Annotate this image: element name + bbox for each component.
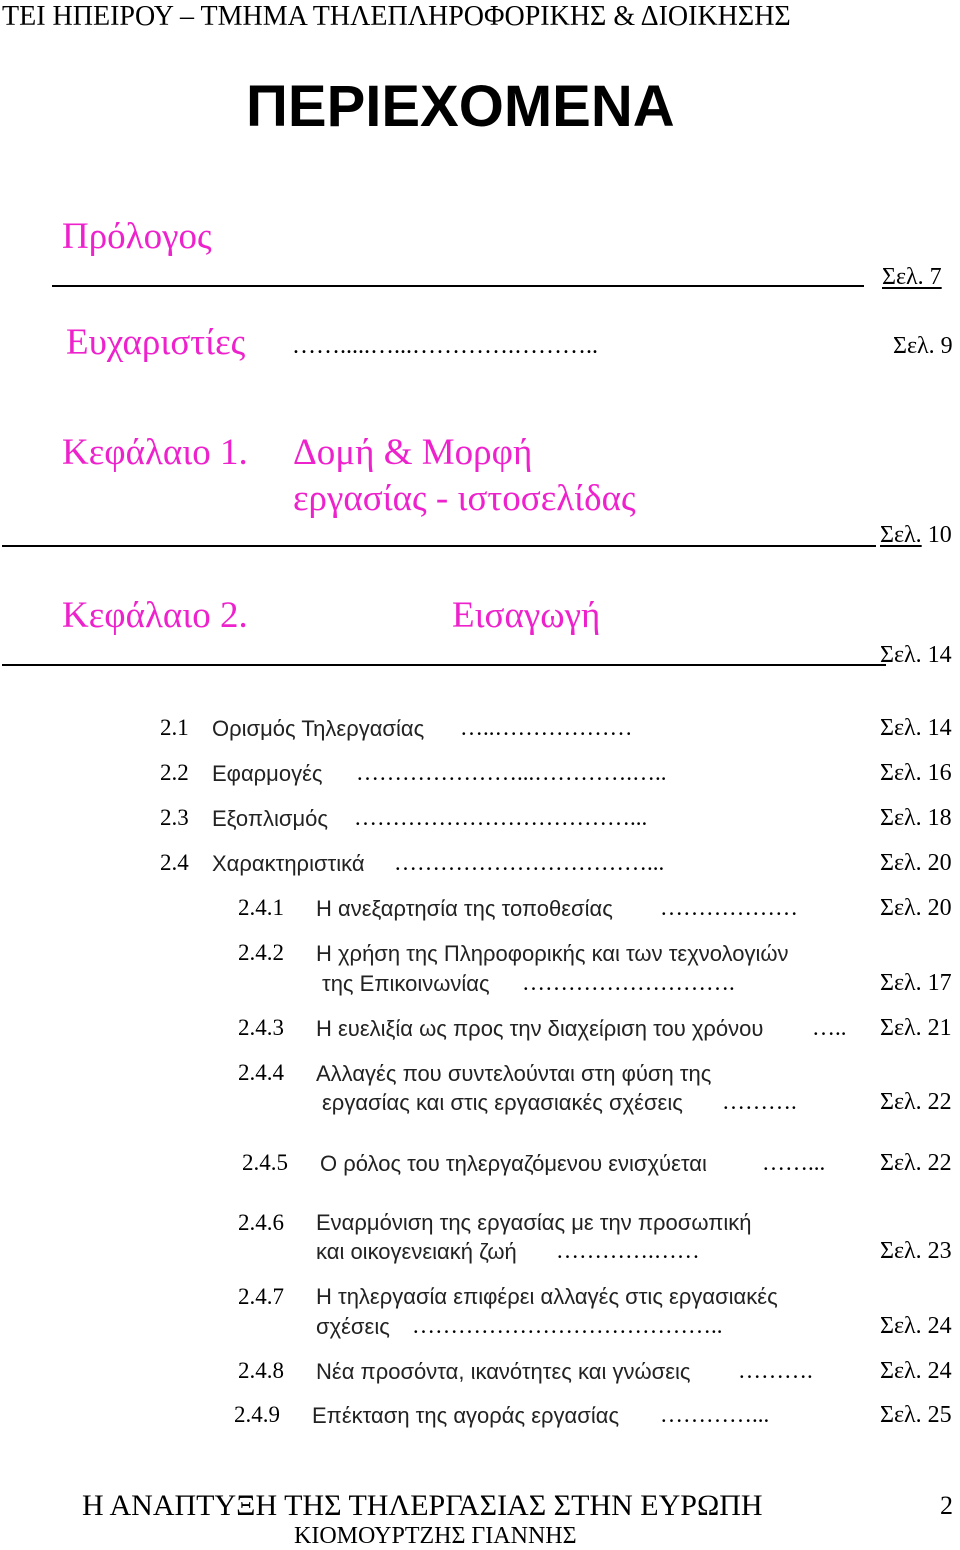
toc-entry-dots: …………………...………….…..: [356, 760, 667, 785]
toc-entry-dots: …………...: [660, 1402, 770, 1427]
toc-entry-number: 2.4.1: [238, 895, 284, 920]
footer-author: ΚΙΟΜΟΥΡΤΖΗΣ ΓΙΑΝΝΗΣ: [294, 1523, 577, 1549]
toc-entry-dots: ……………………………...: [394, 850, 665, 875]
toc-entry-page: Σελ. 20: [880, 895, 952, 921]
prologue-label: Πρόλογος: [62, 216, 212, 257]
chapter1-title-line2: εργασίας - ιστοσελίδας: [293, 478, 636, 519]
toc-entry-text-line2: της Επικοινωνίας: [322, 971, 490, 996]
toc-entry-page: Σελ. 25: [880, 1402, 952, 1428]
toc-entry-text: Η τηλεργασία επιφέρει αλλαγές στις εργασιακές: [316, 1284, 778, 1309]
toc-entry-dots: ………………………………...: [354, 805, 648, 830]
toc-entry-page: Σελ. 21: [880, 1015, 952, 1041]
toc-entry-number: 2.4.8: [238, 1358, 284, 1383]
chapter2-page: Σελ. 14: [880, 642, 952, 668]
thanks-dots: …….....…...………….………..: [292, 333, 598, 359]
toc-entry-page: Σελ. 14: [880, 715, 952, 741]
chapter2-title: Εισαγωγή: [452, 595, 601, 636]
toc-entry-number: 2.3: [160, 805, 189, 830]
toc-entry-text: Νέα προσόντα, ικανότητες και γνώσεις: [316, 1359, 691, 1384]
prologue-page: Σελ. 7: [882, 264, 942, 290]
toc-entry-dots: ……….: [738, 1358, 813, 1383]
toc-entry-number: 2.1: [160, 715, 189, 740]
footer-title: Η ΑΝΑΠΤΥΞΗ ΤΗΣ ΤΗΛΕΡΓΑΣΙΑΣ ΣΤΗΝ ΕΥΡΩΠΗ: [82, 1489, 763, 1522]
toc-entry-dots: …………………………………..: [412, 1313, 723, 1338]
toc-entry-text: Η ευελιξία ως προς την διαχείριση του χρόνου: [316, 1016, 764, 1041]
toc-entry-number: 2.4.5: [242, 1150, 288, 1175]
toc-entry-text: Εξοπλισμός: [212, 806, 329, 831]
toc-entry-number: 2.4: [160, 850, 189, 875]
toc-entry-text: Η χρήση της Πληροφορικής και των τεχνολογιών: [316, 941, 789, 966]
toc-entry-page: Σελ. 24: [880, 1313, 952, 1339]
toc-entry-page: Σελ. 24: [880, 1358, 952, 1384]
chapter1-page-number: 10: [921, 522, 952, 548]
toc-entry-text-line2: εργασίας και στις εργασιακές σχέσεις: [322, 1090, 683, 1115]
toc-entry-page: Σελ. 23: [880, 1238, 952, 1264]
chapter1-rule: [2, 545, 876, 547]
chapter1-page-label: Σελ.: [880, 522, 922, 548]
toc-entry-dots: ………….……: [556, 1238, 700, 1263]
toc-entry-text: Η ανεξαρτησία της τοποθεσίας: [316, 896, 613, 921]
chapter1-label: Κεφάλαιο 1.: [62, 432, 248, 473]
toc-entry-page: Σελ. 22: [880, 1150, 952, 1176]
toc-entry-page: Σελ. 17: [880, 970, 952, 996]
toc-entry-text: Χαρακτηριστικά: [212, 851, 365, 876]
toc-entry-page: Σελ. 22: [880, 1089, 952, 1115]
toc-entry-number: 2.4.2: [238, 940, 284, 965]
toc-entry-dots: ……………………….: [522, 970, 735, 995]
prologue-rule: [52, 285, 864, 287]
chapter2-label: Κεφάλαιο 2.: [62, 595, 248, 636]
toc-entry-dots: …..: [812, 1015, 847, 1040]
page-title: ΠΕΡΙΕΧΟΜΕΝΑ: [246, 74, 675, 139]
toc-entry-text: Εφαρμογές: [212, 761, 323, 786]
toc-entry-dots: ……….: [722, 1089, 797, 1114]
toc-entry-dots: ………………: [660, 895, 798, 920]
toc-entry-text: Εναρμόνιση της εργασίας με την προσωπική: [316, 1210, 752, 1235]
toc-entry-page: Σελ. 20: [880, 850, 952, 876]
chapter1-page: [880, 520, 952, 550]
toc-entry-number: 2.4.6: [238, 1210, 284, 1235]
toc-entry-number: 2.4.9: [234, 1402, 280, 1427]
toc-entry-page: Σελ. 16: [880, 760, 952, 786]
toc-entry-page: Σελ. 18: [880, 805, 952, 831]
toc-entry-number: 2.4.4: [238, 1060, 284, 1085]
thanks-page: Σελ. 9: [893, 333, 953, 359]
footer-page-number: 2: [940, 1491, 953, 1520]
toc-entry-dots: ……...: [762, 1150, 826, 1175]
thanks-label: Ευχαριστίες: [66, 322, 246, 363]
toc-entry-number: 2.2: [160, 760, 189, 785]
toc-entry-dots: …..………………: [460, 715, 633, 740]
chapter2-rule: [2, 664, 886, 666]
toc-entry-text: Αλλαγές που συντελούνται στη φύση της: [316, 1061, 712, 1086]
toc-entry-text-line2: και οικογενειακή ζωή: [316, 1239, 517, 1264]
toc-entry-number: 2.4.7: [238, 1284, 284, 1309]
toc-entry-number: 2.4.3: [238, 1015, 284, 1040]
toc-entry-text: Ο ρόλος του τηλεργαζόμενου ενισχύεται: [320, 1151, 707, 1176]
toc-entry-text: Ορισμός Τηλεργασίας: [212, 716, 425, 741]
toc-entry-text-line2: σχέσεις: [316, 1314, 390, 1339]
chapter1-title-line1: Δομή & Μορφή: [293, 432, 533, 473]
running-header: ΤΕΙ ΗΠΕΙΡΟΥ – ΤΜΗΜΑ ΤΗΛΕΠΛΗΡΟΦΟΡΙΚΗΣ & ΔΙΟΙΚΗΣΗΣ: [2, 1, 791, 32]
toc-entry-text: Επέκταση της αγοράς εργασίας: [312, 1403, 620, 1428]
